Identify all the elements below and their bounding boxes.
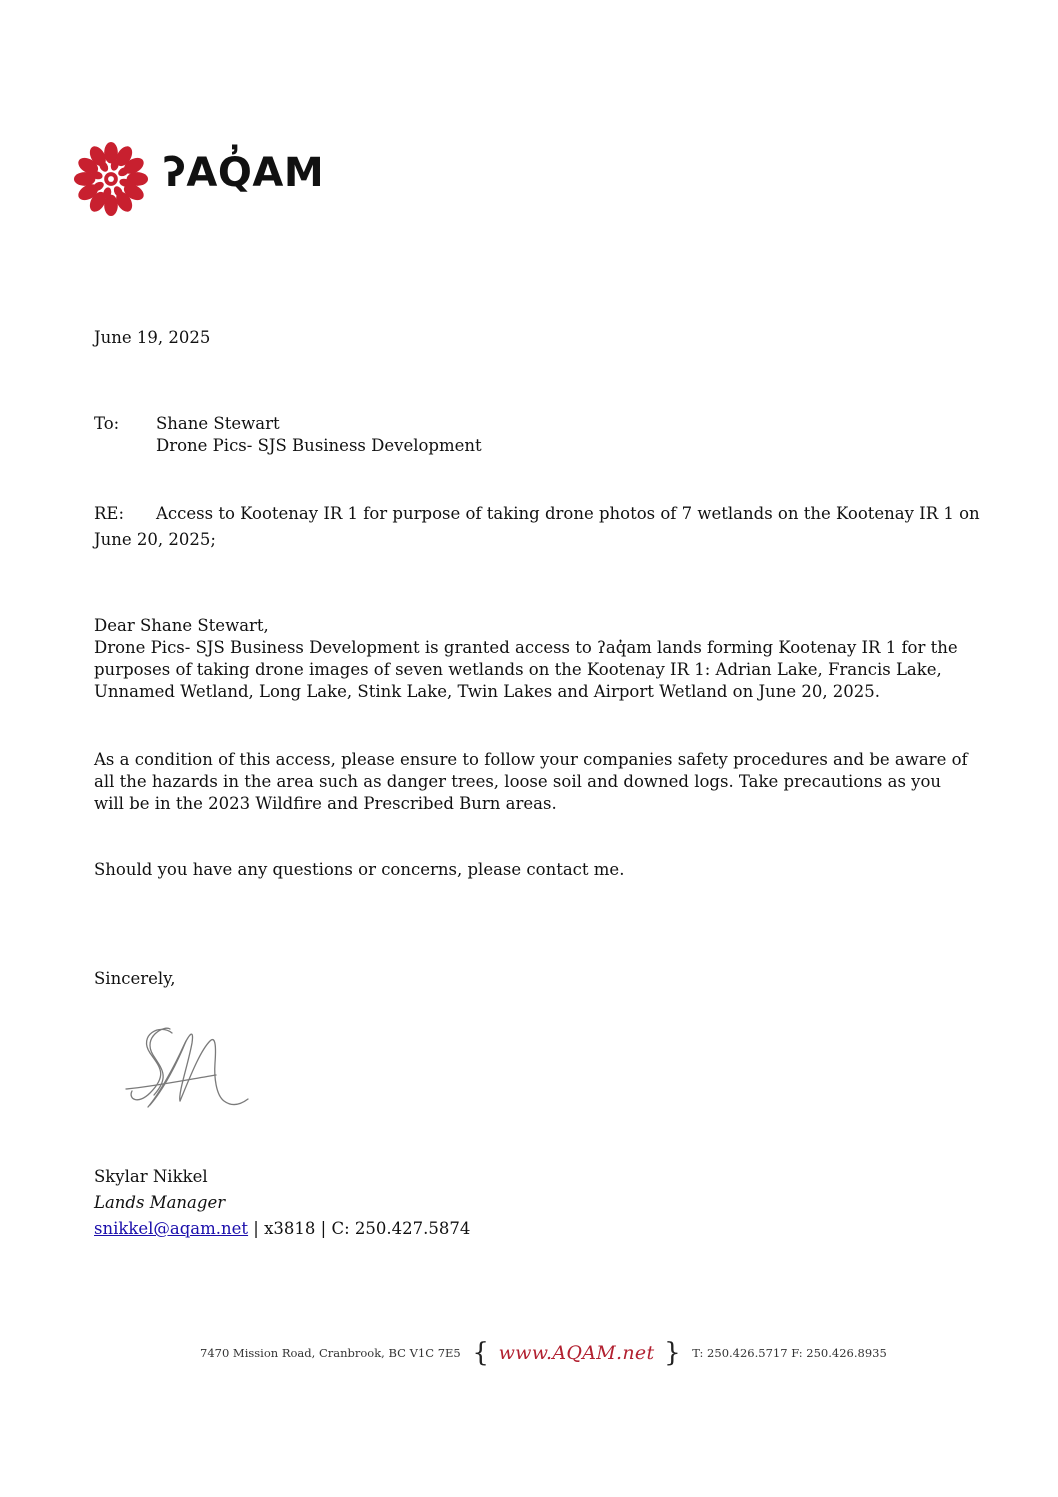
body-paragraph-access: Drone Pics- SJS Business Development is granted access to ʔaq̓am lands forming Kootenay IR 1 for the purposes of taking drone images of seven wetlands on the Kootenay IR 1: Adrian Lake, Francis Lake, Unnamed Wetland, Long Lake, Stink Lake, Twin Lakes and Airport Wetland on June 20, 2025. bbox=[94, 638, 958, 701]
footer-phone-fax: T: 250.426.5717 F: 250.426.8935 bbox=[692, 1346, 887, 1360]
subject-line-1: Access to Kootenay IR 1 for purpose of taking drone photos of 7 wetlands on the Kootenay IR 1 on bbox=[156, 504, 980, 523]
signatory-title: Lands Manager bbox=[94, 1193, 226, 1212]
email-link[interactable]: snikkel@aqam.net bbox=[94, 1219, 249, 1238]
signature-image bbox=[120, 1015, 260, 1115]
closing: Sincerely, bbox=[94, 969, 176, 988]
re-label: RE: bbox=[94, 504, 125, 523]
salutation: Dear Shane Stewart, bbox=[94, 616, 269, 635]
logo-flower-icon bbox=[72, 140, 150, 218]
footer-address: 7470 Mission Road, Cranbrook, BC V1C 7E5 bbox=[200, 1346, 461, 1360]
footer-open-brace: { bbox=[472, 1338, 489, 1368]
footer-website-link[interactable]: www.AQAM.net bbox=[498, 1342, 655, 1364]
recipient-name: Shane Stewart bbox=[156, 414, 280, 433]
organization-name: ʔAQ̓AM bbox=[163, 150, 325, 196]
recipient-company: Drone Pics- SJS Business Development bbox=[156, 436, 482, 455]
signatory-name: Skylar Nikkel bbox=[94, 1167, 208, 1186]
footer-close-brace: } bbox=[664, 1338, 681, 1368]
signatory-contact-line bbox=[94, 1218, 470, 1240]
to-label: To: bbox=[94, 414, 120, 433]
phone-extension-text: | x3818 | C: 250.427.5874 bbox=[248, 1219, 471, 1238]
letterhead-footer bbox=[200, 1338, 887, 1368]
subject-line-2: June 20, 2025; bbox=[94, 530, 216, 549]
body-paragraph-conditions: As a condition of this access, please ensure to follow your companies safety procedures and be aware of all the hazards in the area such as danger trees, loose soil and downed logs. Take precautions as you will be in the 2023 Wildfire and Prescribed Burn areas. bbox=[94, 750, 968, 813]
letter-date: June 19, 2025 bbox=[94, 328, 211, 347]
body-paragraph-contact: Should you have any questions or concerns, please contact me. bbox=[94, 860, 625, 879]
